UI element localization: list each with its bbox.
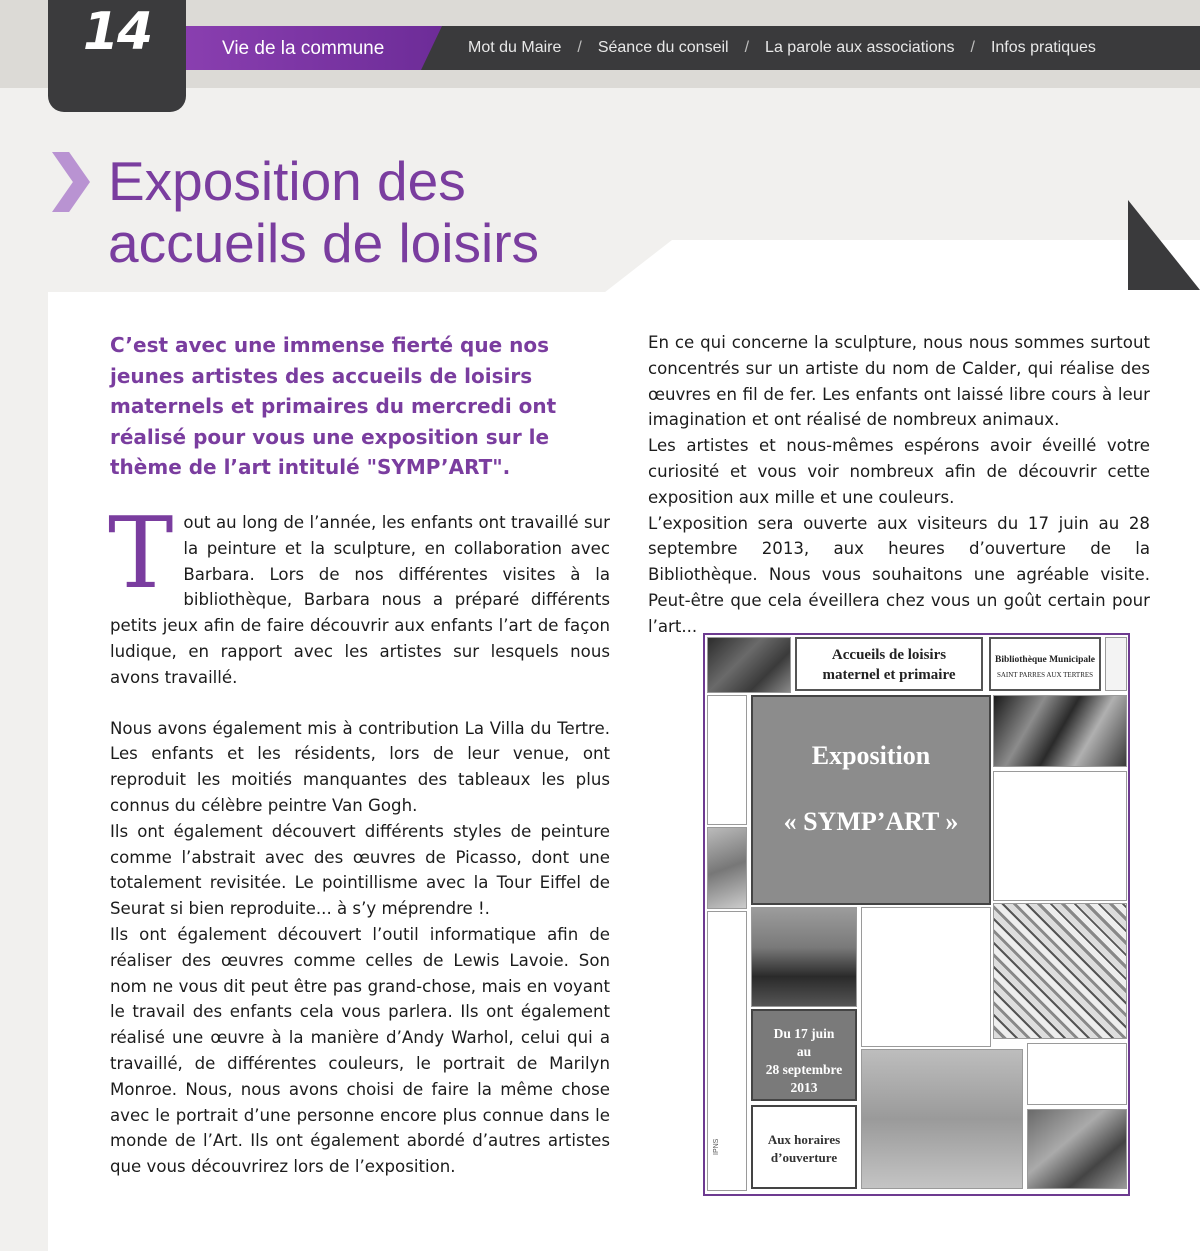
drop-cap: T (108, 497, 174, 611)
article-title (108, 150, 539, 274)
poster-image-magritte (751, 907, 857, 1007)
poster-exposition-name: « SYMP’ART » (783, 807, 959, 836)
poster-blank-cell (993, 771, 1127, 901)
poster-hours-line-2: d’ouverture (770, 1150, 838, 1165)
poster-credit: IPNS (713, 1138, 720, 1155)
poster-dates-line-1: Du 17 juin (773, 1026, 835, 1041)
paragraph-1 (108, 497, 610, 691)
poster-accueil-box (795, 637, 983, 691)
paragraph-r3: L’exposition sera ouverte aux visiteurs du 17 juin au 28 septembre 2013, aux heures d’ouverture de la Bibliothèque. Nous vous souhaitons une agréable visite. Peut-être que cela éveillera chez vous un goût certain pour l’art... (648, 513, 1150, 636)
left-column (108, 497, 610, 1180)
poster-blank-cell (861, 907, 991, 1047)
poster-image-guernica (993, 695, 1127, 767)
poster-dates-line-2: au (796, 1044, 812, 1059)
poster-library-line-1: Bibliothèque Municipale (994, 655, 1096, 665)
poster-image-sunflowers (707, 827, 747, 909)
poster-hours-line-1: Aux horaires (767, 1132, 841, 1147)
paragraph-2: Nous avons également mis à contribution La Villa du Tertre. Les enfants et les résidents, lors de leur venue, ont reproduit les moitiés manquantes des tableaux les plus connus du célèbre peintre Van Gogh. (110, 718, 610, 815)
poster-accueil-line-1: Accueils de loisirs (831, 647, 947, 663)
poster-accueil-line-2: maternel et primaire (822, 667, 956, 683)
poster-dates-box (751, 1009, 857, 1101)
right-column (648, 330, 1150, 640)
poster-hours-box (751, 1105, 857, 1189)
nav-item-seance-du-conseil[interactable]: Séance du conseil (597, 39, 729, 56)
poster-exposition-title: Exposition (811, 741, 931, 770)
paragraph-r1: En ce qui concerne la sculpture, nous nous sommes surtout concentrés sur un artiste du nom de Calder, qui réalise des œuvres en fil de fer. Les enfants ont laissé libre cours à leur imagination et ont réalisé de nombreux animaux. (648, 333, 1150, 430)
poster-blank-cell (707, 695, 747, 825)
exhibition-poster (703, 633, 1130, 1196)
section-label: Vie de la commune (222, 38, 385, 59)
page-number: 14 (82, 2, 152, 62)
paragraph-r2: Les artistes et nous-mêmes espérons avoir éveillé votre curiosité et vous voir nombreux afin de découvrir cette exposition aux mille et une couleurs. (648, 436, 1150, 507)
nav-item-infos-pratiques[interactable]: Infos pratiques (990, 39, 1096, 56)
poster-blank-cell (1105, 637, 1127, 691)
title-line-2: accueils de loisirs (108, 212, 540, 274)
nav-item-parole-associations[interactable]: La parole aux associations (765, 39, 955, 56)
page-number-tab (48, 0, 186, 112)
nav-item-mot-du-maire[interactable]: Mot du Maire (468, 39, 562, 56)
panel-slant-decoration (600, 240, 1200, 296)
paragraph-1-text: out au long de l’année, les enfants ont travaillé sur la peinture et la sculpture, en collaboration avec Barbara. Lors de nos différentes visites à la bibliothèque, Barbara nous a préparé différents petits jeux afin de faire découvrir aux enfants l’art de façon ludique, en rapport avec les artistes sur lesquels nous avons travaillé. (110, 513, 610, 687)
poster-exposition-box (751, 695, 991, 905)
paragraph-4: Ils ont également découvert l’outil informatique afin de réaliser des œuvres comme celles de Lewis Lavoie. Son nom ne vous dit peut être pas grand-chose, mais en voyant le travail des enfants cela vous parlera. Ils ont également réalisé une œuvre à la manière d’Andy Warhol, celui qui a travaillé, de différentes couleurs, le portrait de Marilyn Monroe. Nous, nous avons choisi de faire la même chose avec le portrait d’une personne encore plus connue dans le monde de l’Art. Ils ont également abordé d’autres artistes que vous découvrirez lors de l’exposition. (110, 924, 610, 1177)
poster-dates-line-3: 28 septembre (765, 1062, 843, 1077)
poster-image-pollock (993, 903, 1127, 1039)
poster-library-line-2: SAINT PARRES AUX TERTRES (996, 671, 1094, 679)
nav-separator: / (970, 39, 975, 56)
poster-image-gauguin (1027, 1109, 1127, 1189)
paragraph-3: Ils ont également découvert différents styles de peinture comme l’abstrait avec des œuvres de Picasso, dont une totalement revisitée. Le pointillisme avec la Tour Eiffel de Seurat si bien reproduite... à s’y méprendre !. (110, 821, 610, 919)
nav-separator: / (577, 39, 582, 56)
chevron-right-icon (52, 152, 90, 212)
section-nav (468, 39, 1096, 57)
title-line-1: Exposition des (108, 150, 466, 212)
nav-separator: / (744, 39, 750, 56)
poster-image-waterlilies (707, 637, 791, 693)
article-lead: C’est avec une immense fierté que nos jeunes artistes des accueils de loisirs maternels et primaires du mercredi ont réalisé pour vous une exposition sur le thème de l’art intitulé "SYMP’ART". (110, 333, 557, 479)
poster-image-eiffel-tower (861, 1049, 1023, 1189)
poster-dates-line-4: 2013 (790, 1080, 818, 1095)
poster-library-box (989, 637, 1101, 691)
poster-blank-cell (1027, 1043, 1127, 1105)
